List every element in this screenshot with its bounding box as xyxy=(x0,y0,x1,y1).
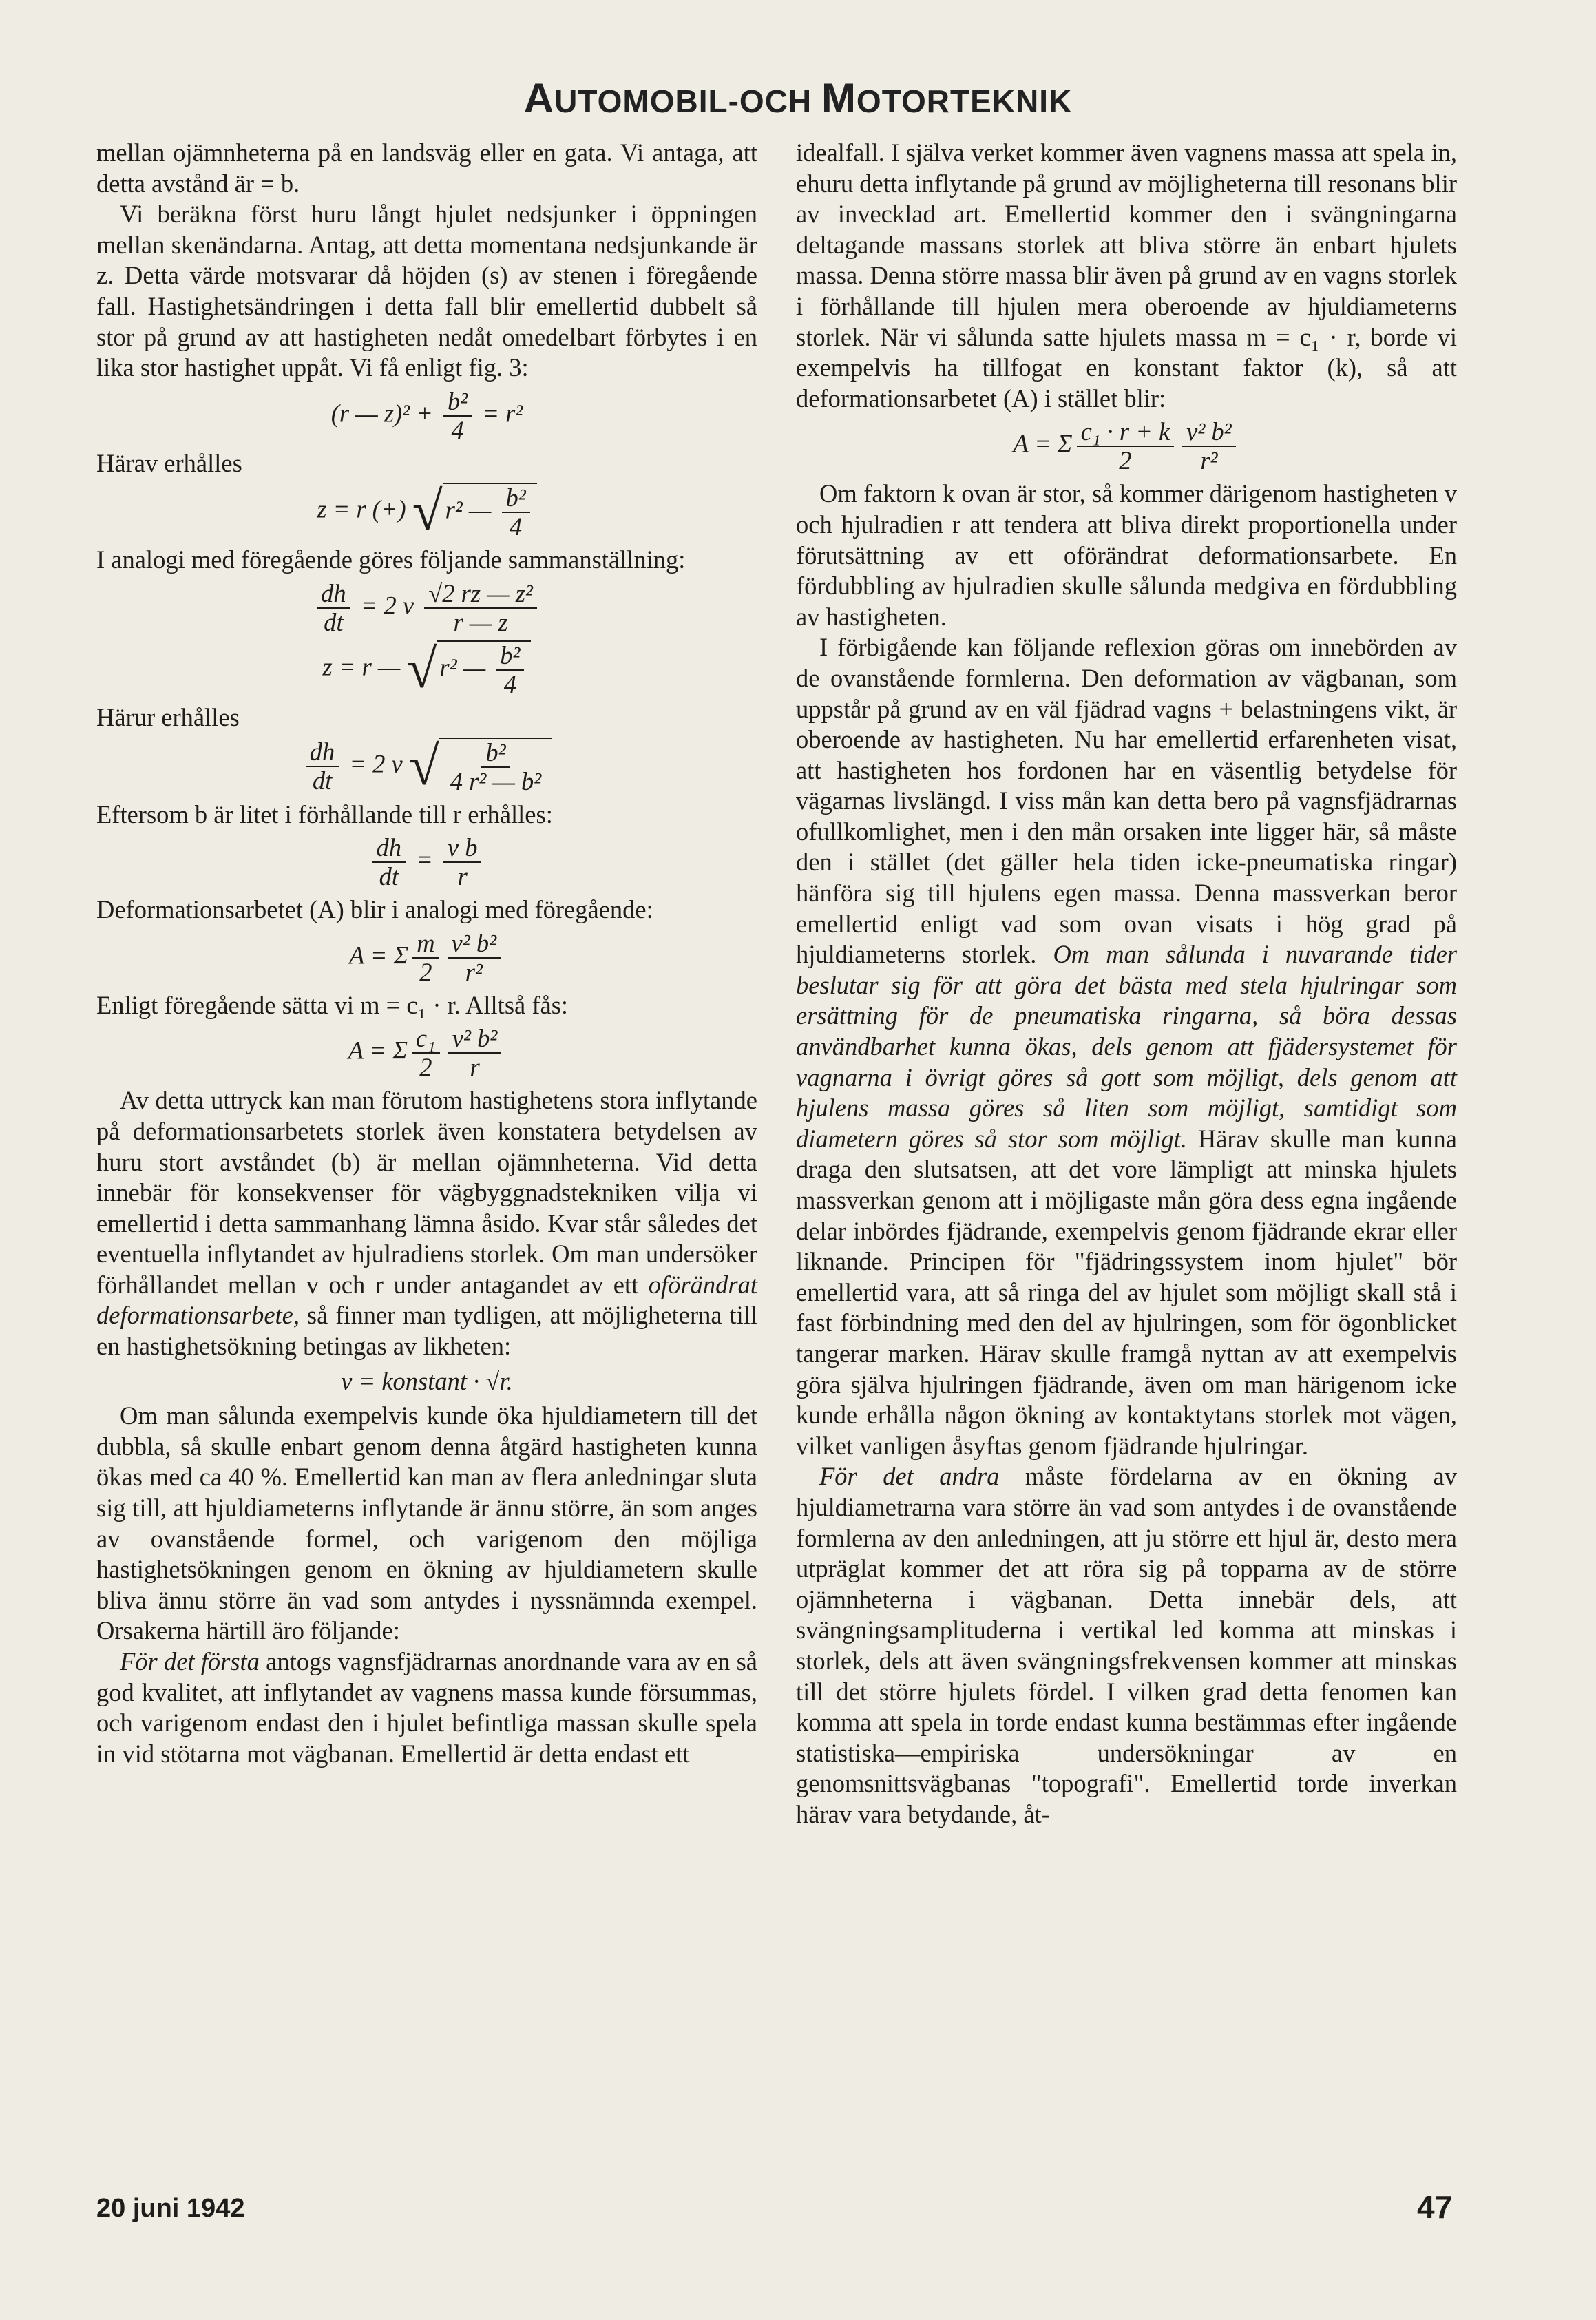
eq6-num2: v b xyxy=(443,834,482,863)
eq1-num: b² xyxy=(443,388,472,417)
eq4-radicand-a: r² — xyxy=(439,653,492,682)
r-eq1-den2: r² xyxy=(1200,446,1218,475)
eq8-den: 2 xyxy=(419,1053,432,1082)
right-paragraph-4 xyxy=(796,1461,1457,1830)
eq5-mid: = 2 v xyxy=(343,749,403,777)
radical-sign: √ xyxy=(406,638,437,700)
p9-emphasis: För det första xyxy=(120,1647,260,1675)
eq8-lhs: A = Σ xyxy=(348,1036,408,1065)
eq5-den2: 4 r² — b² xyxy=(450,766,542,795)
r-eq1-lhs: A = Σ xyxy=(1013,429,1073,458)
right-equation-1 xyxy=(796,418,1457,474)
equation-3 xyxy=(96,580,757,636)
eq4-lhs: z = r — xyxy=(322,652,407,681)
eq5-den: dt xyxy=(312,766,333,795)
page-number: 47 xyxy=(1417,2189,1453,2225)
eq3-num2: √2 rz — z² xyxy=(424,580,537,609)
header-rest-a: UTOMOBIL-OCH xyxy=(554,83,821,119)
left-paragraph-6: Enligt föregående sätta vi m = c₁ · r. Alltså fås: xyxy=(96,990,569,1019)
eq7-den: 2 xyxy=(419,957,432,986)
eq1-lhs: (r — z)² + xyxy=(330,399,439,428)
header-cap-m: M xyxy=(821,75,857,121)
p7-c: så finner man tydligen, att möjligheterna till en hastighetsökning betingas av likheten: xyxy=(96,1301,757,1361)
eq1-rhs: = r² xyxy=(476,399,523,428)
radical-sign: √ xyxy=(412,481,443,543)
left-paragraph-8: Om man sålunda exempelvis kunde öka hjuldiametern till det dubbla, så skulle enbart genom denna åtgärd hastigheten kunna ökas med ca 40 %. Emellertid kan man av flera anledningar sluta sig till, att hjuldiameterns inflytande är ännu större, än som anges av ovanstående formel, och varigenom den möjliga hastighetsökningen genom en ökning av hjuldiametern skulle bliva ännu större än vad som antydes i nyssnämnda exempel. Orsakerna härtill äro följande: xyxy=(96,1401,757,1645)
header-rest-m: OTORTEKNIK xyxy=(856,83,1073,119)
eq2-radicand xyxy=(443,483,537,541)
eq4-num: b² xyxy=(496,642,524,671)
r-eq1-den: 2 xyxy=(1119,446,1132,475)
left-paragraph-7 xyxy=(96,1085,757,1361)
label-harur: Härur erhålles xyxy=(96,702,240,731)
eq8-den2: r xyxy=(470,1053,480,1082)
r-eq1-num2: v² b² xyxy=(1182,418,1235,447)
rp3-c: Härav skulle man kunna draga den slutsatsen, att det vore lämpligt att minska hjulets massverkan genom att i möjligaste mån göra dess egna ingående delar inbördes fjädrande, exempelvis genom fjädrande ekrar eller liknande. Principen för "fjädringssystem inom hjulet" bör emellertid vara, att så ringa del av hjulet som möjligt skall stå i fast förbindning med den del av hjulringen, som för ögonblicket tangerar marken. Härav skulle framgå nyttan av att exempelvis göra själva hjulringen fjädrande, även om man härigenom icke kunde erhålla någon ökning av kontaktytans storlek mot vägen, vilket vanligen åsyftas genom fjädrande hjulringar. xyxy=(796,1124,1457,1460)
eq7-num2: v² b² xyxy=(448,930,501,959)
eq3-num: dh xyxy=(317,580,350,609)
issue-date: 20 juni 1942 xyxy=(96,2194,245,2223)
p7-a: Av detta uttryck kan man förutom hastighetens stora inflytande på deformationsarbetets storlek även konstatera betydelsen av huru stort avståndet (b) är mellan ojämnheterna. Vid detta innebär för konsekvenser för vägbyggnadstekniken vilja vi emellertid i detta sammanhang lämna åsido. Kvar står således det eventuella inflytandet av hjulradiens storlek. Om man undersöker förhållandet mellan v och r under antagandet av ett xyxy=(96,1086,757,1299)
left-paragraph-1: mellan ojämnheterna på en landsväg eller en gata. Vi antaga, att detta avstånd är = b. xyxy=(96,138,757,198)
eq2-radicand-a: r² — xyxy=(445,495,498,524)
eq7-lhs: A = Σ xyxy=(348,941,409,970)
eq2-lhs: z = r (+) xyxy=(317,494,406,523)
equation-1 xyxy=(96,388,757,444)
right-paragraph-3 xyxy=(796,632,1457,1461)
equation-4 xyxy=(96,640,757,698)
eq8-num2: v² b² xyxy=(448,1025,501,1054)
radical-sign: √ xyxy=(408,735,439,797)
right-paragraph-2: Om faktorn k ovan är stor, så kommer därigenom hastigheten v och hjulradien r att tendera att bliva direkt proportionella under förutsättning av ett oförändrat deformationsarbete. En fördubbling av hjulradien skulle sålunda medgiva en fördubbling av hastigheten. xyxy=(796,479,1457,631)
eq3-den2: r — z xyxy=(453,607,508,636)
eq6-num: dh xyxy=(372,834,406,863)
eq2-num: b² xyxy=(502,484,530,513)
eq4-den: 4 xyxy=(503,669,516,698)
eq7-den2: r² xyxy=(465,957,483,986)
left-paragraph-3: I analogi med föregående göres följande sammanställning: xyxy=(96,545,686,574)
equation-5 xyxy=(96,735,757,797)
equation-9: v = konstant · √r. xyxy=(341,1366,513,1395)
eq3-den: dt xyxy=(324,607,344,636)
rp4-emphasis: För det andra xyxy=(819,1462,1000,1491)
eq1-den: 4 xyxy=(451,415,464,444)
header-cap-a: A xyxy=(523,75,555,121)
eq5-num: dh xyxy=(306,738,339,767)
eq2-den: 4 xyxy=(509,512,523,541)
p7-emphasis: oförändrat deformationsarbete, xyxy=(96,1270,757,1330)
eq3-mid: = 2 v xyxy=(354,591,421,620)
eq6-den: dt xyxy=(379,862,399,891)
eq7-num: m xyxy=(412,930,439,959)
eq1-fraction xyxy=(443,388,472,444)
p9-b: antogs vagnsfjädrarnas anordnande vara av en så god kvalitet, att inflytandet av vagnens massa kunde försummas, och varigenom endast den i hjulet befintliga massan skulle spela in vid stötarna mot vägbanan. Emellertid är detta endast ett xyxy=(96,1647,757,1768)
left-paragraph-2: Vi beräkna först huru långt hjulet nedsjunker i öppningen mellan skenändarna. Antag, att detta momentana nedsjunkande är z. Detta värde motsvarar då höjden (s) av stenen i föregående fall. Hastighetsändringen i detta fall blir emellertid dubbelt så stor på grund av att hastigheten nedåt omedelbart förbytes i en lika stor hastighet uppåt. Vi få enligt fig. 3: xyxy=(96,200,757,382)
right-column xyxy=(796,138,1457,1830)
left-paragraph-5: Deformationsarbetet (A) blir i analogi med föregående: xyxy=(96,895,653,924)
left-column xyxy=(96,138,757,1769)
equation-6: $\frac{dh}{dt}$ = $\frac{\text{v b}}{r}$ xyxy=(96,834,757,890)
left-paragraph-9 xyxy=(96,1647,757,1769)
right-paragraph-1: idealfall. I själva verket kommer även vagnens massa att spela in, ehuru detta inflytande på grund av möjligheterna till resonans blir av invecklad art. Emellertid kommer den i svängningarna deltagande massans storlek att bliva större än enbart hjulets massa. Denna större massa blir även på grund av en vagns storlek i förhållande till hjulen mera oberoende av hjuldiameterns storlek. När vi sålunda satte hjulets massa m = c₁ · r, borde vi exempelvis ha tillfogat en konstant faktor (k), så att deformationsarbetet (A) i stället blir: xyxy=(796,138,1457,412)
eq6-den2: r xyxy=(457,862,468,891)
equation-8 xyxy=(96,1025,757,1081)
left-paragraph-4: Eftersom b är litet i förhållande till r erhålles: xyxy=(96,800,553,828)
rp4-b: måste fördelarna av en ökning av hjuldiametrarna vara större än vad som antydes i de ovanstående formlerna av den anledningen, att ju större ett hjul är, desto mera utpräglat kommer det att röra sig på topparna av de större ojämnheterna i vägbanan. Detta innebär dels, att svängningsamplituderna i vertikal led komma att minskas i storlek, dels att även svängningsfrekvensen kommer att minskas till det större hjulets fördel. I vilken grad detta fenomen kan komma att spela in torde endast kunna bestämmas efter ingående statistiska—empiriska undersökningar av en genomsnittsvägbanas "topografi". Emellertid torde inverkan härav vara betydande, åt- xyxy=(796,1462,1457,1828)
eq8-num: c₁ xyxy=(412,1025,440,1054)
rp3-a: I förbigående kan följande reflexion göras om innebörden av de ovanstående formlerna. Den deformation av vägbanan, som uppstår på grund av en väl fjädrad vagns + belastningens vikt, är oberoende av hastigheten. Nu har emellertid erfarenheten visat, att hastigheten hos fordonen har en väsentlig betydelse för vägarnas livslängd. I viss mån kan detta bero på vagnsfjädrarnas ofullkomlighet, men i den mån orsaken inte ligger här, så måste den i stället (det gäller hela tiden icke-pneumatiska ringar) hänföra sig till hjulens egen massa. Denna massverkan beror emellertid enligt vad som ovan visats i hög grad på hjuldiameterns storlek. xyxy=(796,633,1457,969)
equation-7 xyxy=(96,930,757,986)
rp3-emphasis: Om man sålunda i nuvarande tider beslutar sig för att göra det bästa med stela hjulringar som ersättning för de pneumatiska ringarna, så böra dessas användbarhet kunna ökas, dels genom att fjädersystemet för vagnarna i övrigt göres så gott som möjligt, dels genom att hjulens massa göres så liten som möjligt, samtidigt som diametern göres så stor som möjligt. xyxy=(796,940,1457,1153)
equation-2 xyxy=(96,483,757,541)
eq5-num2: b² xyxy=(481,739,510,768)
r-eq1-num: c₁ · r + k xyxy=(1077,418,1175,447)
eq2-sqrt xyxy=(412,483,537,541)
running-header xyxy=(0,74,1596,122)
label-harav: Härav erhålles xyxy=(96,448,242,477)
